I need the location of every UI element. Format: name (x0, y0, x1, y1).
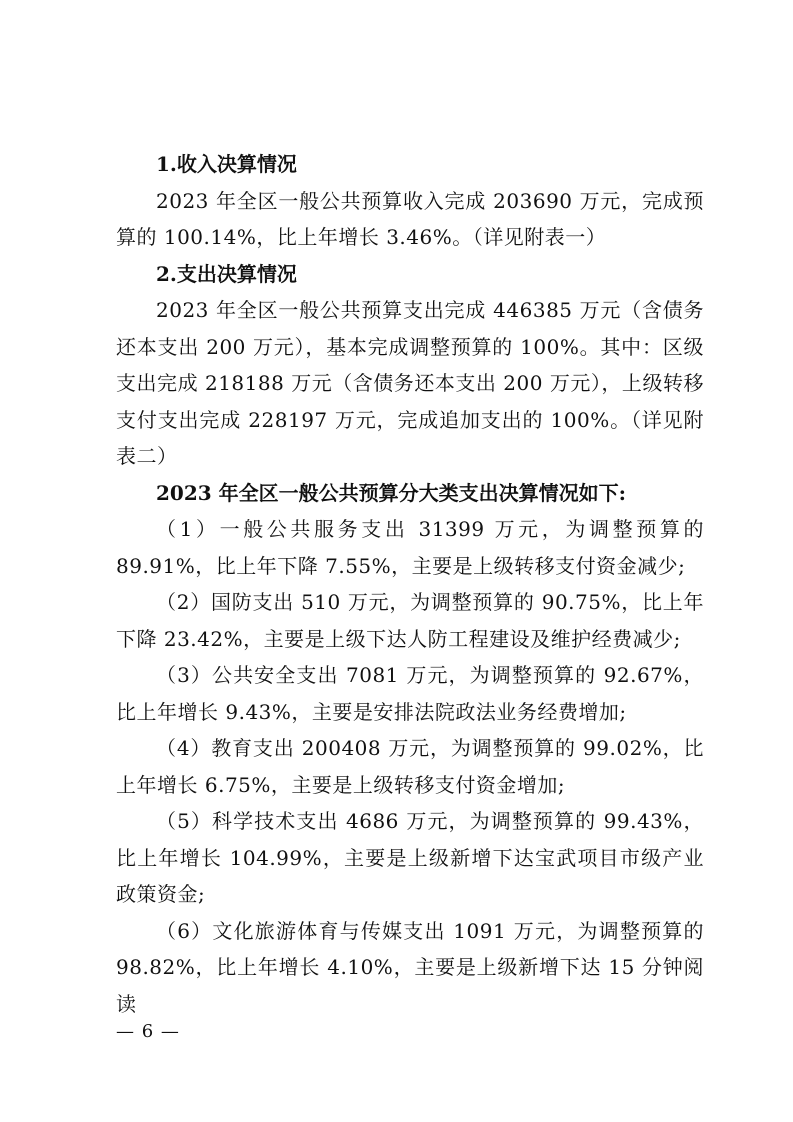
income-paragraph: 2023 年全区一般公共预算收入完成 203690 万元，完成预算的 100.14%，比上年增长 3.46%。（详见附表一） (116, 188, 704, 249)
page-number: — 6 — (116, 1021, 180, 1042)
category-item-culture-tourism-sports-media: （6）文化旅游体育与传媒支出 1091 万元，为调整预算的 98.82%，比上年增长 4.10%，主要是上级新增下达 15 分钟阅读 (116, 918, 704, 1016)
category-item-science-technology: （5）科学技术支出 4686 万元，为调整预算的 99.43%，比上年增长 104.99%，主要是上级新增下达宝武项目市级产业政策资金; (116, 809, 704, 906)
income-heading: 1.收入决算情况 (156, 152, 297, 176)
category-item-national-defense: （2）国防支出 510 万元，为调整预算的 90.75%，比上年下降 23.42%，主要是上级下达人防工程建设及维护经费减少; (116, 590, 704, 651)
category-item-education: （4）教育支出 200408 万元，为调整预算的 99.02%，比上年增长 6.75%，主要是上级转移支付资金增加; (116, 736, 704, 797)
category-item-public-security: （3）公共安全支出 7081 万元，为调整预算的 92.67%，比上年增长 9.43%，主要是安排法院政法业务经费增加; (116, 663, 704, 724)
expenditure-heading: 2.支出决算情况 (156, 261, 297, 286)
category-item-general-public-services: （1）一般公共服务支出 31399 万元，为调整预算的 89.91%，比上年下降 7.55%，主要是上级转移支付资金减少; (116, 517, 704, 578)
expenditure-paragraph: 2023 年全区一般公共预算支出完成 446385 万元（含债务还本支出 200 万元），基本完成调整预算的 100%。其中：区级支出完成 218188 万元（含债务还本支出 200 万元），上级转移支付支出完成 228197 万元，完成追加支出的 100%。（详见附表二） (116, 298, 704, 468)
category-summary-heading: 2023 年全区一般公共预算分大类支出决算情况如下: (156, 480, 627, 505)
document-body (116, 146, 704, 1022)
